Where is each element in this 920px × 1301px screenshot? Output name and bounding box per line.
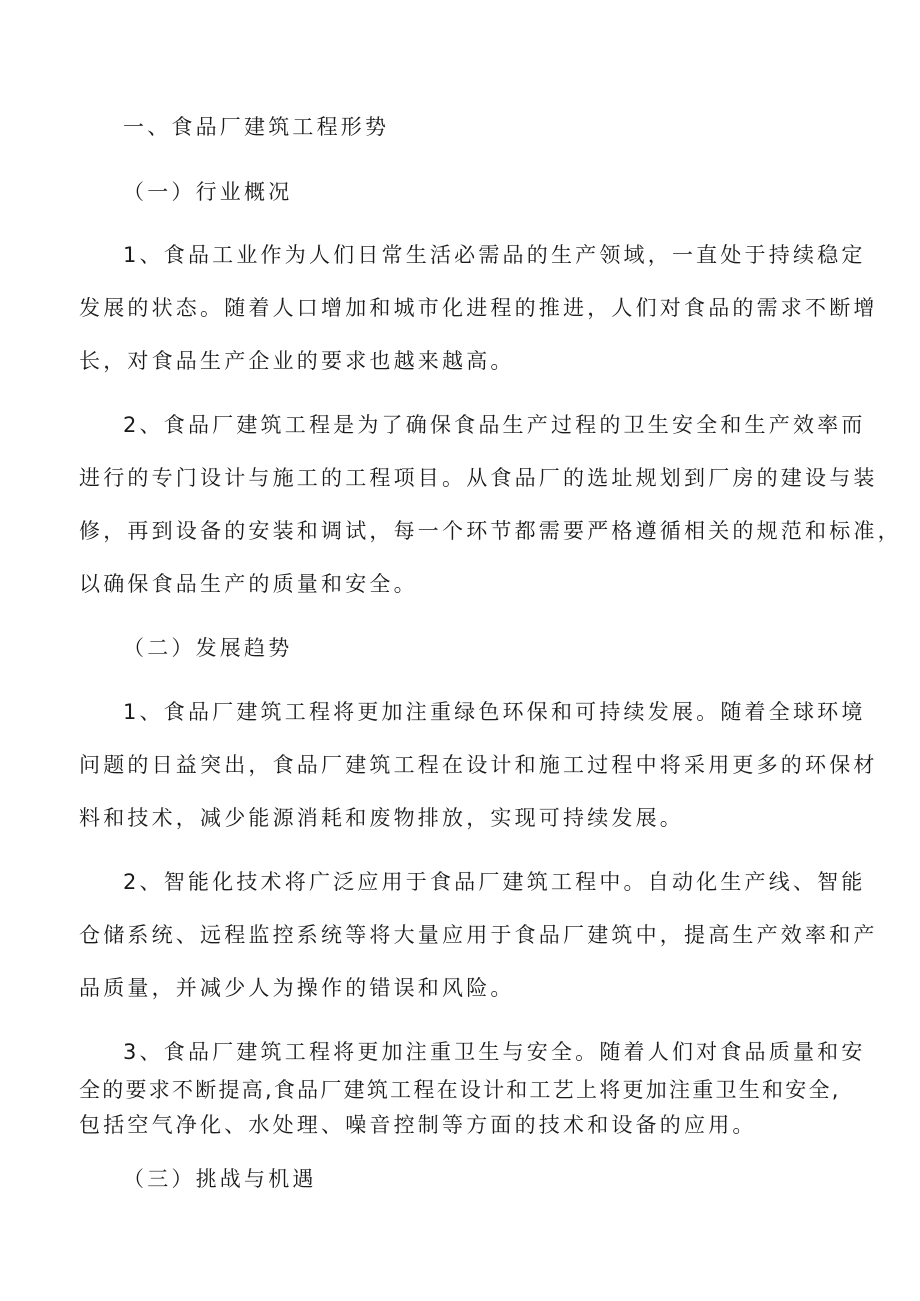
- paragraph-line: 问题的日益突出，食品厂建筑工程在设计和施工过程中将采用更多的环保材: [79, 753, 878, 777]
- paragraph-line: 3、食品厂建筑工程将更加注重卫生与安全。随着人们对食品质量和安: [123, 1040, 866, 1064]
- document-heading: 一、食品厂建筑工程形势: [123, 115, 390, 139]
- paragraph-line: 发展的状态。随着人口增加和城市化进程的推进，人们对食品的需求不断增: [79, 296, 878, 320]
- paragraph-line: 进行的专门设计与施工的工程项目。从食品厂的选址规划到厂房的建设与装: [79, 466, 878, 490]
- paragraph-line: 长，对食品生产企业的要求也越来越高。: [79, 349, 515, 373]
- section-title-development-trends: （二）发展趋势: [123, 636, 293, 660]
- paragraph-line: 包括空气净化、水处理、噪音控制等方面的技术和设备的应用。: [79, 1113, 757, 1137]
- paragraph-line: 1、食品厂建筑工程将更加注重绿色环保和可持续发展。随着全球环境: [123, 700, 866, 724]
- paragraph-line: 全的要求不断提高,食品厂建筑工程在设计和工艺上将更加注重卫生和安全,: [79, 1078, 840, 1102]
- section-title-challenges-opportunities: （三）挑战与机遇: [123, 1167, 317, 1191]
- paragraph-line: 1、食品工业作为人们日常生活必需品的生产领域，一直处于持续稳定: [123, 243, 866, 267]
- paragraph-line: 2、智能化技术将广泛应用于食品厂建筑工程中。自动化生产线、智能: [123, 870, 866, 894]
- paragraph-line: 料和技术，减少能源消耗和废物排放，实现可持续发展。: [79, 806, 684, 830]
- paragraph-line: 2、食品厂建筑工程是为了确保食品生产过程的卫生安全和生产效率而: [123, 413, 866, 437]
- paragraph-line: 仓储系统、远程监控系统等将大量应用于食品厂建筑中，提高生产效率和产: [79, 923, 878, 947]
- section-title-industry-overview: （一）行业概况: [123, 180, 293, 204]
- paragraph-line: 品质量，并减少人为操作的错误和风险。: [79, 976, 515, 1000]
- paragraph-line: 修，再到设备的安装和调试，每一个环节都需要严格遵循相关的规范和标准，: [79, 519, 902, 543]
- paragraph-line: 以确保食品生产的质量和安全。: [79, 572, 418, 596]
